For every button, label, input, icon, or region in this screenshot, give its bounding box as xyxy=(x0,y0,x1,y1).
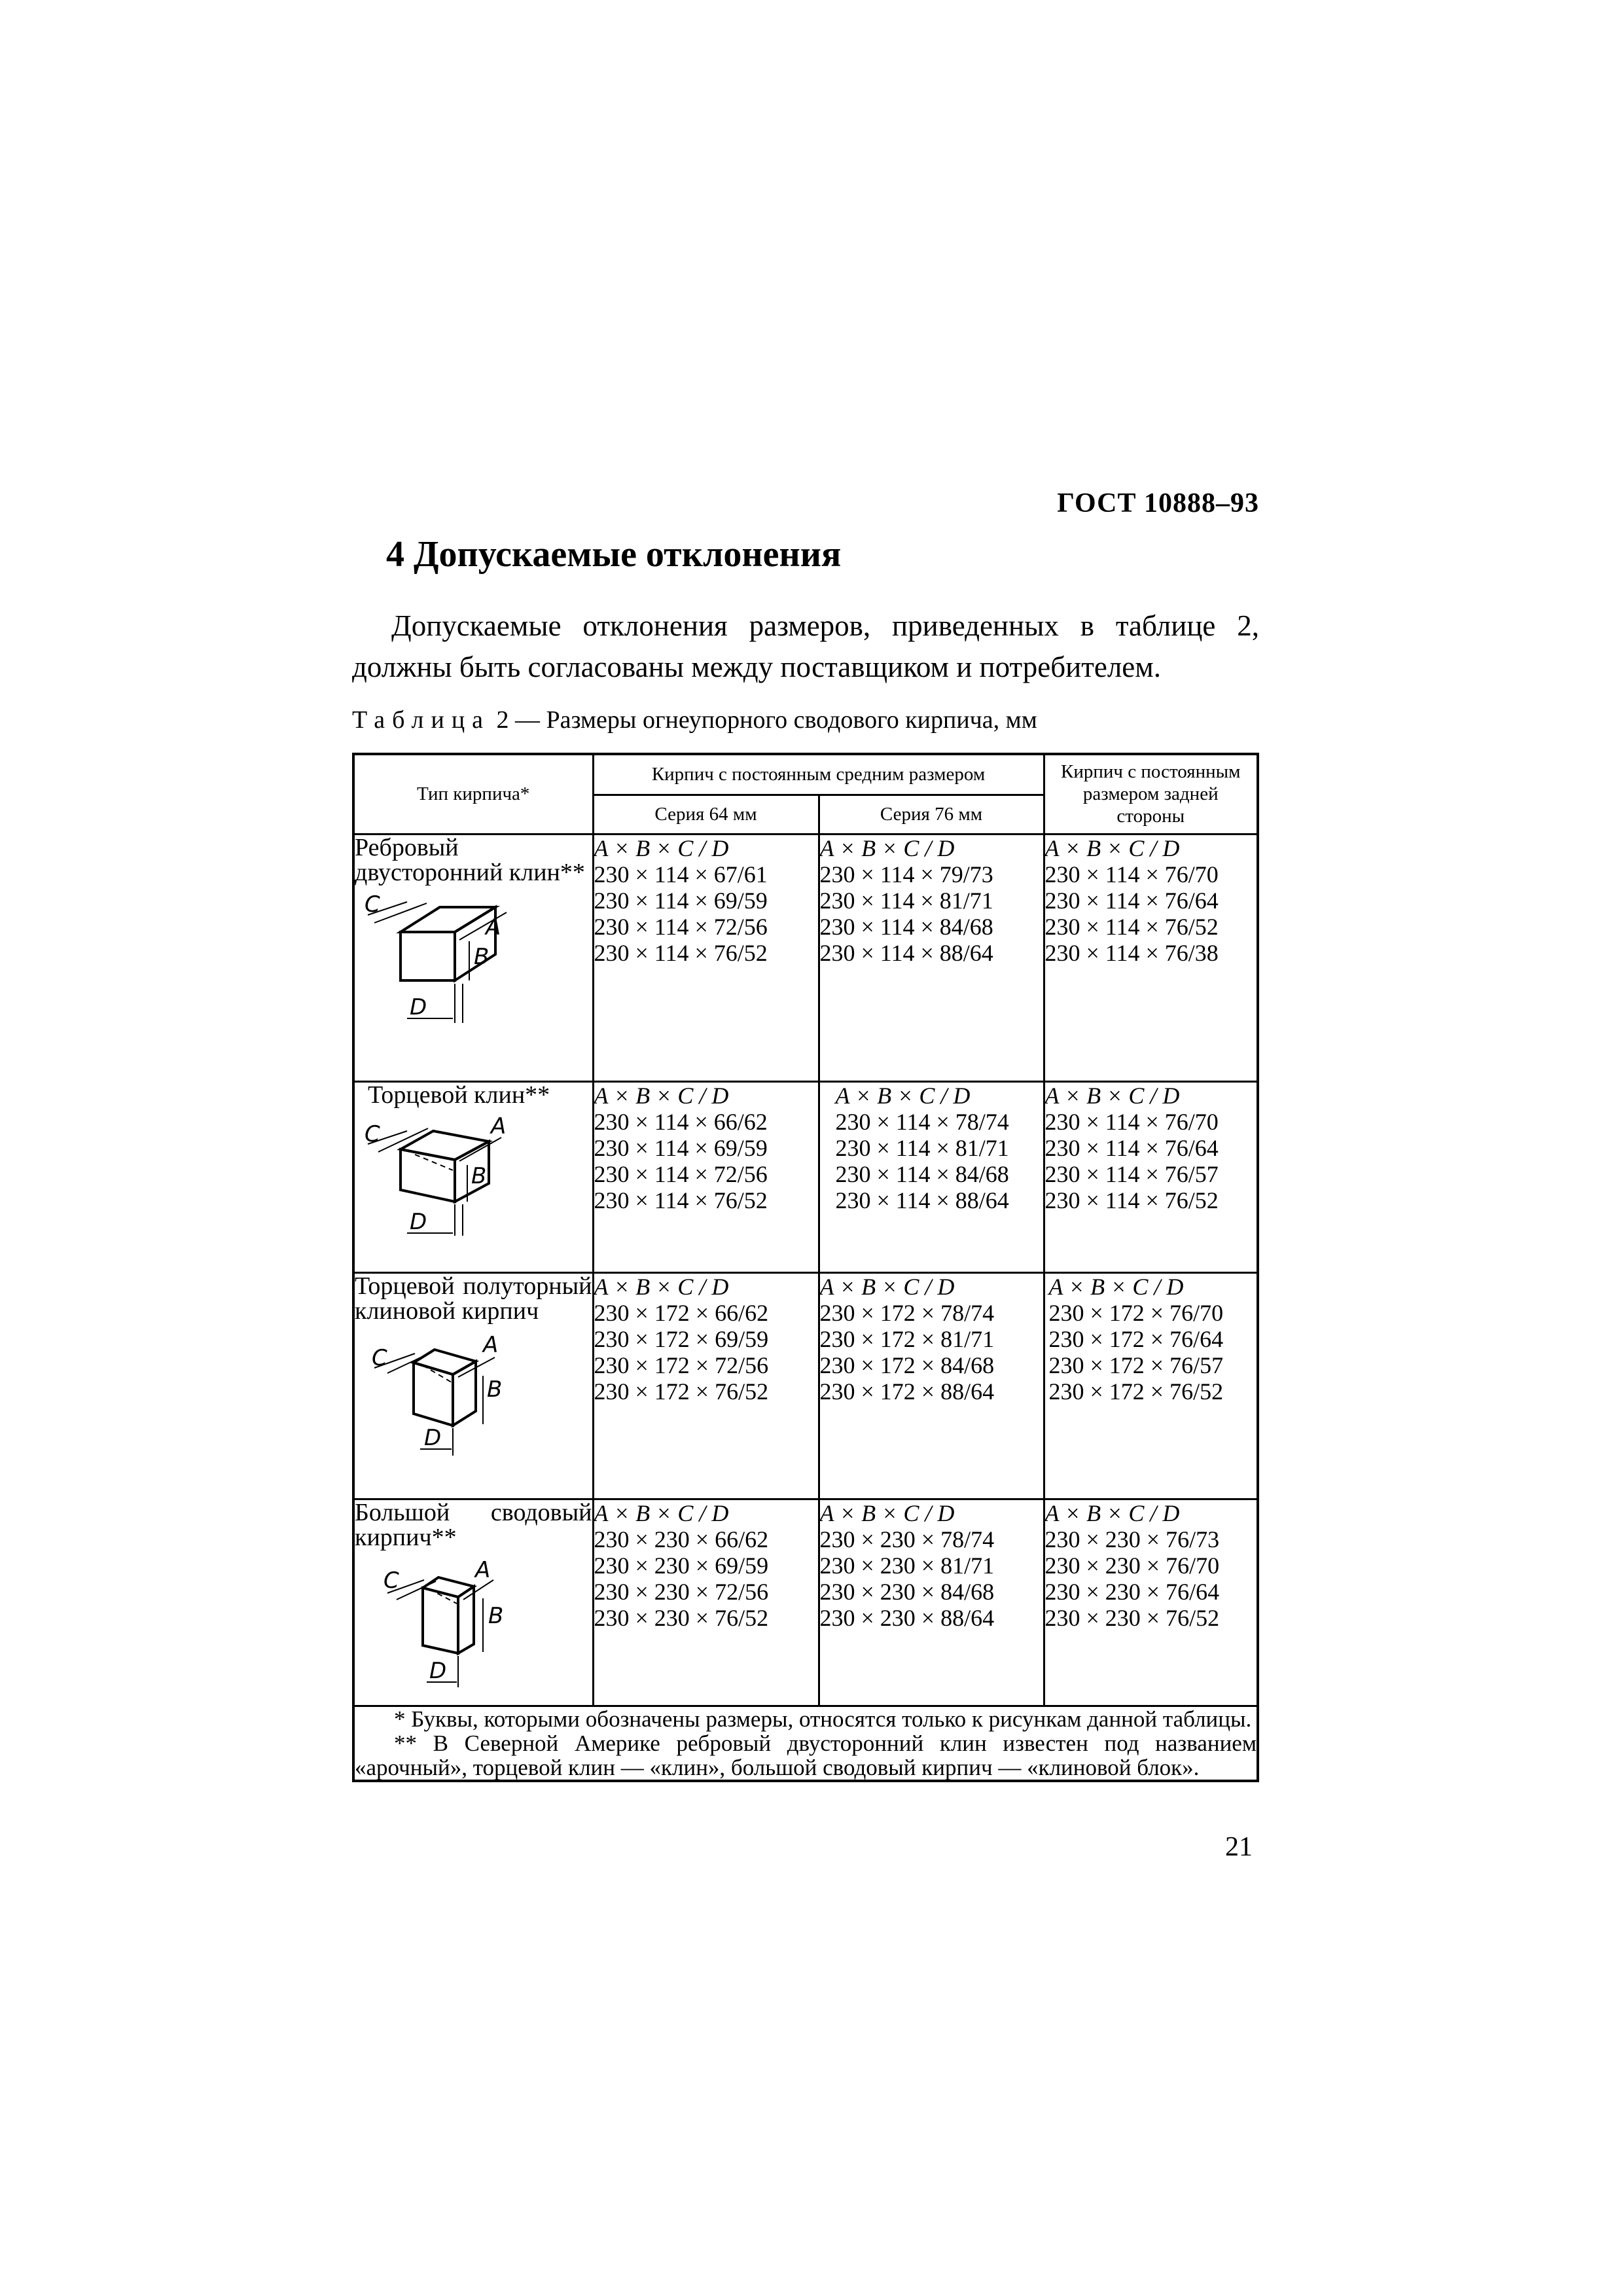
header-constant-mean: Кирпич с постоянным средним размером xyxy=(593,754,1044,795)
constant-back-cell xyxy=(1044,1499,1258,1706)
formula-label: A × B × C / D xyxy=(819,1273,955,1300)
table-caption-label: Таблица xyxy=(352,706,491,734)
formula-label: A × B × C / D xyxy=(1044,1499,1180,1526)
dimension-value: 230 × 230 × 76/70 xyxy=(1044,1552,1220,1579)
dimension-value: 230 × 114 × 76/64 xyxy=(1044,887,1219,914)
header-constant-back: Кирпич с постоянным размером задней стороны xyxy=(1044,754,1258,834)
dimension-value: 230 × 114 × 78/74 xyxy=(835,1108,1009,1135)
formula-label: A × B × C / D xyxy=(594,1273,729,1300)
sketch-label-b: B xyxy=(487,1376,503,1403)
brick-type-cell xyxy=(353,1272,593,1499)
dimension-value: 230 × 172 × 81/71 xyxy=(819,1325,995,1352)
sketch-label-d: D xyxy=(410,1208,427,1235)
dimension-value: 230 × 230 × 76/73 xyxy=(1044,1526,1220,1552)
brick-type-label: Большой сводовый кирпич** xyxy=(355,1498,592,1551)
dimension-value: 230 × 114 × 76/64 xyxy=(1044,1134,1219,1161)
dimension-value: 230 × 230 × 76/52 xyxy=(594,1604,769,1631)
brick-type-label: Торцевой клин** xyxy=(368,1081,550,1109)
dimension-value: 230 × 114 × 76/38 xyxy=(1044,939,1219,966)
brick-type-label: Торцевой полуторный клиновой кирпич xyxy=(355,1272,592,1325)
sketch-label-a: A xyxy=(486,914,501,941)
formula-label: A × B × C / D xyxy=(1044,834,1180,861)
large-arch-brick-sketch xyxy=(355,1554,518,1691)
dimension-value: 230 × 114 × 79/73 xyxy=(819,861,993,888)
dimension-value: 230 × 172 × 76/70 xyxy=(1048,1299,1224,1326)
table-caption-text: 2 — Размеры огнеупорного сводового кирпича, мм xyxy=(490,706,1037,734)
dimension-value: 230 × 114 × 69/59 xyxy=(594,1134,768,1161)
dimension-value: 230 × 114 × 76/52 xyxy=(1044,913,1219,940)
header-series-64: Серия 64 мм xyxy=(593,795,819,834)
table-row xyxy=(353,1081,1258,1272)
dimension-value: 230 × 230 × 72/56 xyxy=(594,1578,769,1605)
formula-label: A × B × C / D xyxy=(594,834,729,861)
sketch-label-b: B xyxy=(474,943,490,970)
intro-paragraph: Допускаемые отклонения размеров, приведенных в таблице 2, должны быть согласованы между поставщиком и потребителем. xyxy=(352,609,1259,683)
wedge-brick-sketch xyxy=(355,1111,518,1242)
dimension-value: 230 × 230 × 81/71 xyxy=(819,1552,995,1579)
dimension-value: 230 × 114 × 72/56 xyxy=(594,1160,768,1187)
arch-brick-sketch xyxy=(355,889,518,1033)
sketch-label-b: B xyxy=(471,1162,487,1189)
dimension-value: 230 × 114 × 72/56 xyxy=(594,913,768,940)
series-64-cell xyxy=(593,1499,819,1706)
sketch-label-b: B xyxy=(488,1602,504,1629)
sketch-label-a: A xyxy=(483,1331,499,1358)
brick-type-cell xyxy=(353,1081,593,1272)
dimension-value: 230 × 114 × 66/62 xyxy=(594,1108,768,1135)
series-76-cell xyxy=(819,834,1044,1081)
dimension-value: 230 × 114 × 81/71 xyxy=(835,1134,1009,1161)
constant-back-cell xyxy=(1044,1081,1258,1272)
dimension-value: 230 × 114 × 76/70 xyxy=(1044,1108,1219,1135)
sketch-label-d: D xyxy=(424,1424,442,1451)
formula-label: A × B × C / D xyxy=(1048,1273,1184,1300)
dimension-value: 230 × 172 × 78/74 xyxy=(819,1299,995,1326)
sketch-label-c: C xyxy=(365,1121,380,1147)
dimension-value: 230 × 172 × 76/52 xyxy=(1048,1378,1224,1405)
section-title: 4 Допускаемые отклонения xyxy=(386,534,842,575)
series-64-cell xyxy=(593,1272,819,1499)
dimension-value: 230 × 172 × 72/56 xyxy=(594,1352,769,1378)
table-caption xyxy=(352,706,1037,734)
header-brick-type: Тип кирпича* xyxy=(353,754,593,834)
dimension-value: 230 × 114 × 76/70 xyxy=(1044,861,1219,888)
formula-label: A × B × C / D xyxy=(835,1082,971,1109)
dimension-value: 230 × 114 × 76/52 xyxy=(594,939,768,966)
dimension-value: 230 × 114 × 76/57 xyxy=(1044,1160,1219,1187)
dimension-value: 230 × 172 × 76/52 xyxy=(594,1378,769,1405)
dimension-value: 230 × 230 × 88/64 xyxy=(819,1604,995,1631)
sketch-label-c: C xyxy=(383,1567,399,1594)
series-76-cell xyxy=(819,1081,1044,1272)
dimension-value: 230 × 114 × 88/64 xyxy=(819,939,993,966)
dimension-value: 230 × 230 × 84/68 xyxy=(819,1578,995,1605)
table-footnotes xyxy=(353,1706,1258,1781)
document-code: ГОСТ 10888–93 xyxy=(1057,488,1259,518)
dimension-value: 230 × 114 × 84/68 xyxy=(835,1160,1009,1187)
footnote-2: ** В Северной Америке ребровый двусторонний клин известен под названием «арочный», торцевой клин — «клин», большой сводовый кирпич — «клиновой блок». xyxy=(355,1730,1257,1780)
series-76-cell xyxy=(819,1499,1044,1706)
table-row xyxy=(353,834,1258,1081)
dimension-value: 230 × 172 × 88/64 xyxy=(819,1378,995,1405)
dimension-value: 230 × 230 × 76/64 xyxy=(1044,1578,1220,1605)
constant-back-cell xyxy=(1044,834,1258,1081)
dimension-value: 230 × 230 × 76/52 xyxy=(1044,1604,1220,1631)
sketch-label-a: A xyxy=(475,1556,491,1583)
formula-label: A × B × C / D xyxy=(594,1499,729,1526)
dimension-value: 230 × 114 × 76/52 xyxy=(594,1187,768,1213)
dimension-value: 230 × 114 × 67/61 xyxy=(594,861,768,888)
dimension-value: 230 × 114 × 81/71 xyxy=(819,887,993,914)
series-64-cell xyxy=(593,1081,819,1272)
dimension-value: 230 × 114 × 84/68 xyxy=(819,913,993,940)
formula-label: A × B × C / D xyxy=(1044,1082,1180,1109)
brick-type-cell xyxy=(353,1499,593,1706)
brick-type-label: Ребровый двусторонний клин** xyxy=(355,833,585,886)
dimension-value: 230 × 114 × 69/59 xyxy=(594,887,768,914)
dimension-value: 230 × 172 × 69/59 xyxy=(594,1325,769,1352)
sketch-label-d: D xyxy=(410,994,427,1020)
sketch-label-c: C xyxy=(365,891,380,918)
brick-dimensions-table xyxy=(352,753,1259,1782)
dimension-value: 230 × 172 × 84/68 xyxy=(819,1352,995,1378)
formula-label: A × B × C / D xyxy=(819,834,955,861)
dimension-value: 230 × 230 × 78/74 xyxy=(819,1526,995,1552)
dimension-value: 230 × 230 × 69/59 xyxy=(594,1552,769,1579)
dimension-value: 230 × 172 × 66/62 xyxy=(594,1299,769,1326)
header-series-76: Серия 76 мм xyxy=(819,795,1044,834)
dimension-value: 230 × 114 × 76/52 xyxy=(1044,1187,1219,1213)
table-row xyxy=(353,1499,1258,1706)
sketch-label-c: C xyxy=(372,1344,387,1371)
brick-type-cell xyxy=(353,834,593,1081)
formula-label: A × B × C / D xyxy=(594,1082,729,1109)
series-64-cell xyxy=(593,834,819,1081)
formula-label: A × B × C / D xyxy=(819,1499,955,1526)
footnote-1: * Буквы, которыми обозначены размеры, относятся только к рисункам данной таблицы. xyxy=(394,1706,1252,1732)
dimension-value: 230 × 114 × 88/64 xyxy=(835,1187,1009,1213)
sketch-label-d: D xyxy=(429,1657,447,1684)
sketch-label-a: A xyxy=(491,1113,507,1139)
dimension-value: 230 × 172 × 76/64 xyxy=(1048,1325,1224,1352)
one-and-half-wedge-sketch xyxy=(355,1327,518,1458)
page-number: 21 xyxy=(1225,1832,1253,1862)
constant-back-cell xyxy=(1044,1272,1258,1499)
series-76-cell xyxy=(819,1272,1044,1499)
dimension-value: 230 × 230 × 66/62 xyxy=(594,1526,769,1552)
dimension-value: 230 × 172 × 76/57 xyxy=(1048,1352,1224,1378)
table-row xyxy=(353,1272,1258,1499)
